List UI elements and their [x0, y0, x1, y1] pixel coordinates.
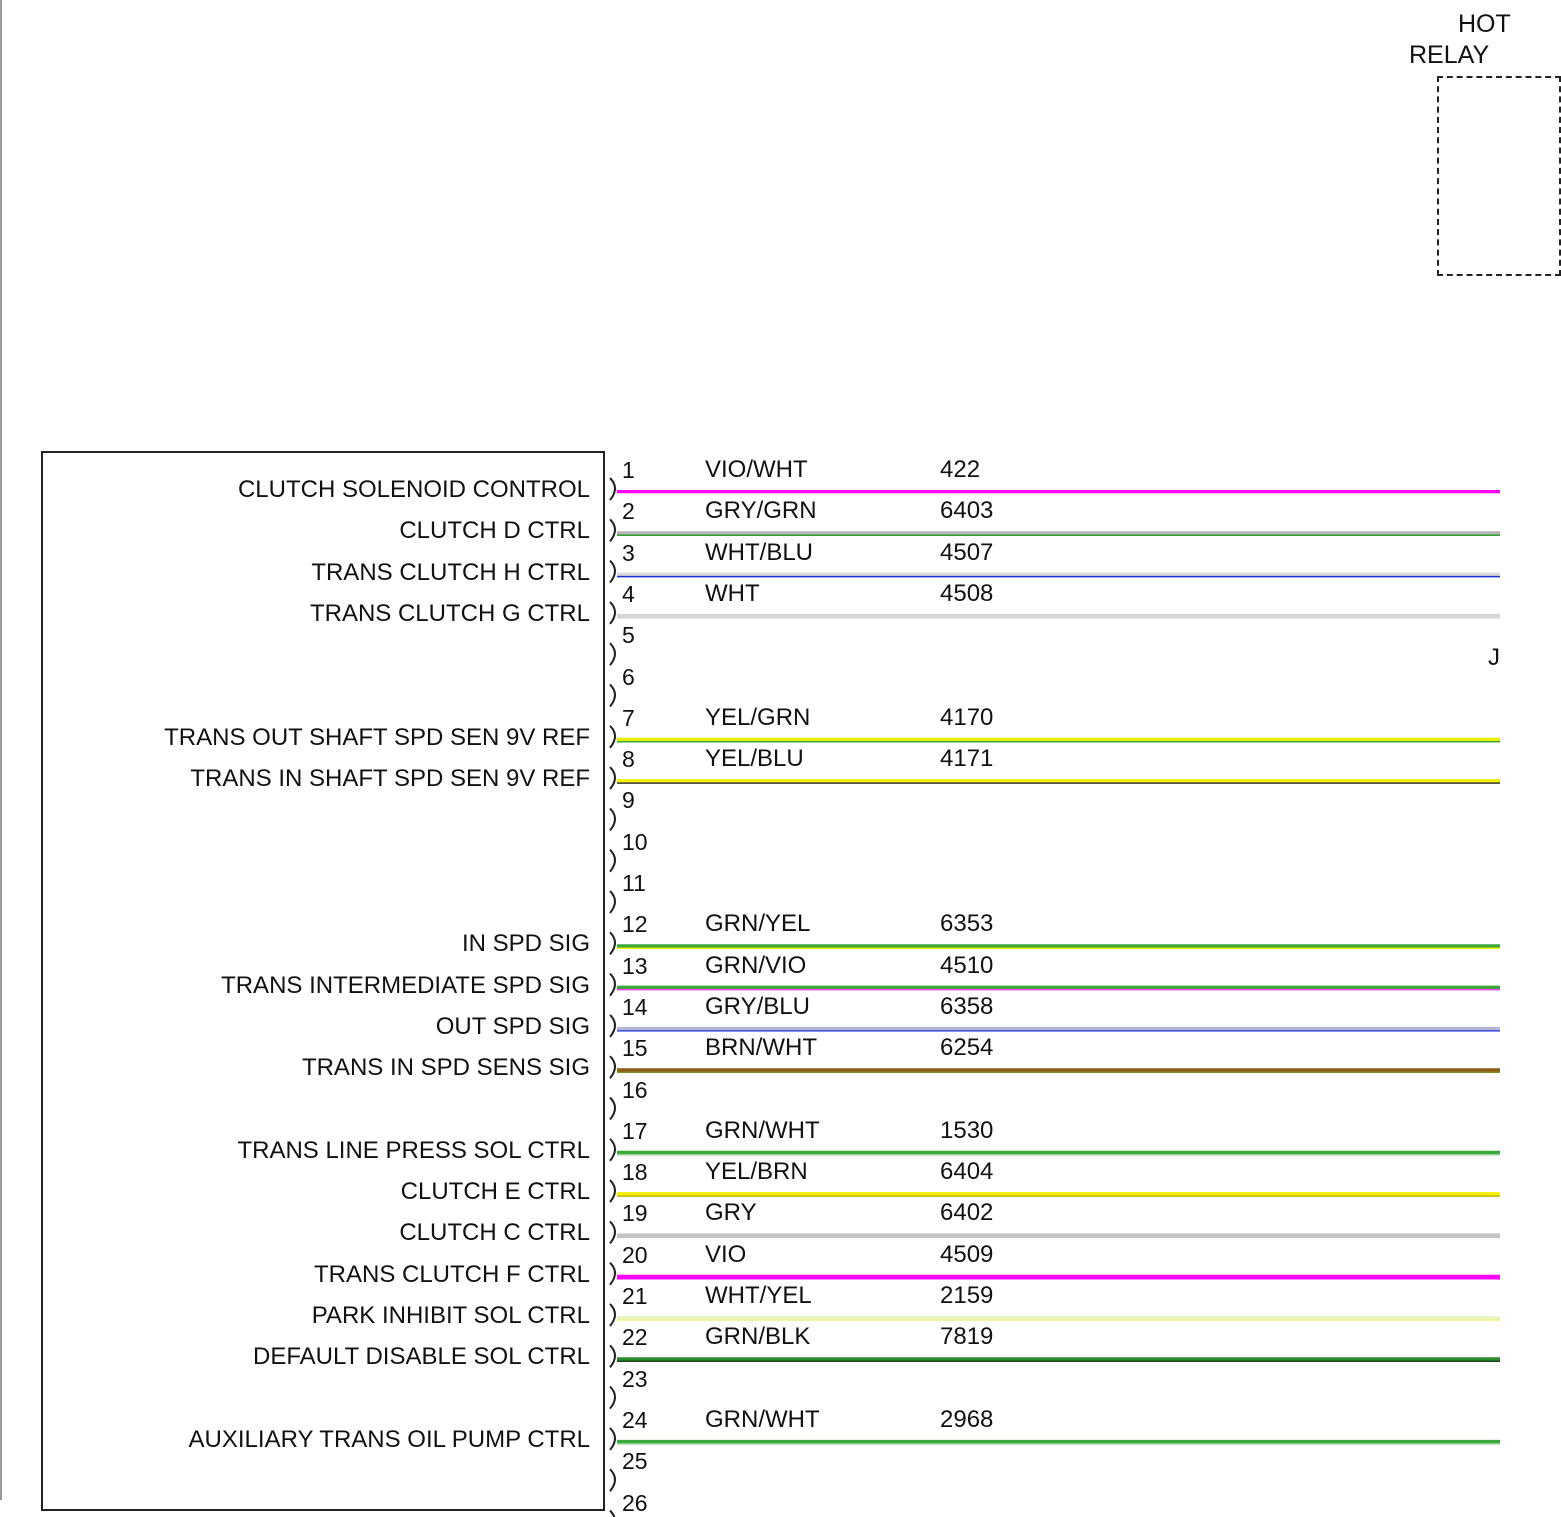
right-edge-label: J — [1488, 644, 1500, 672]
pin-function-label: PARK INHIBIT SOL CTRL — [312, 1302, 590, 1330]
circuit-number: 6353 — [940, 910, 993, 938]
connector-cavity-bracket — [610, 767, 615, 789]
wire-color-code: YEL/BLU — [705, 745, 804, 773]
connector-cavity-bracket — [610, 519, 615, 541]
connector-cavity-bracket — [610, 1263, 615, 1285]
pin-number: 19 — [622, 1200, 648, 1227]
wire-color-code: GRN/YEL — [705, 910, 810, 938]
connector-cavity-bracket — [610, 891, 615, 913]
pin-function-label: TRANS CLUTCH F CTRL — [314, 1261, 590, 1289]
pin-number: 2 — [622, 498, 635, 525]
pin-function-label: TRANS OUT SHAFT SPD SEN 9V REF — [164, 724, 590, 752]
pin-number: 12 — [622, 911, 648, 938]
connector-cavity-bracket — [610, 1015, 615, 1037]
pin-function-label: CLUTCH SOLENOID CONTROL — [238, 476, 590, 504]
circuit-number: 7819 — [940, 1323, 993, 1351]
pin-number: 24 — [622, 1407, 648, 1434]
connector-cavity-bracket — [610, 1221, 615, 1243]
pin-function-label: AUXILIARY TRANS OIL PUMP CTRL — [189, 1426, 590, 1454]
pin-function-label: TRANS LINE PRESS SOL CTRL — [237, 1137, 590, 1165]
connector-cavity-bracket — [610, 685, 615, 707]
pin-number: 10 — [622, 829, 648, 856]
wire-color-code: WHT — [705, 580, 760, 608]
wire-color-code: GRN/VIO — [705, 952, 806, 980]
wire-color-code: GRY/GRN — [705, 497, 817, 525]
pin-number: 15 — [622, 1035, 648, 1062]
pin-number: 8 — [622, 746, 635, 773]
circuit-number: 4509 — [940, 1241, 993, 1269]
pin-number: 17 — [622, 1118, 648, 1145]
wire-color-code: GRN/WHT — [705, 1406, 820, 1434]
wire-color-code: WHT/YEL — [705, 1282, 812, 1310]
circuit-number: 6403 — [940, 497, 993, 525]
wire-color-code: YEL/BRN — [705, 1158, 808, 1186]
pin-function-label: CLUTCH D CTRL — [399, 517, 590, 545]
pin-function-label: DEFAULT DISABLE SOL CTRL — [253, 1343, 590, 1371]
pin-number: 26 — [622, 1490, 648, 1517]
pin-number: 18 — [622, 1159, 648, 1186]
pin-number: 4 — [622, 581, 635, 608]
connector-cavity-bracket — [610, 1345, 615, 1367]
pin-number: 3 — [622, 540, 635, 567]
pin-function-label: TRANS IN SHAFT SPD SEN 9V REF — [190, 765, 590, 793]
connector-cavity-bracket — [610, 1387, 615, 1409]
pin-number: 13 — [622, 953, 648, 980]
connector-cavity-bracket — [610, 808, 615, 830]
pin-number: 16 — [622, 1077, 648, 1104]
wire-color-code: GRY — [705, 1199, 757, 1227]
pin-number: 5 — [622, 622, 635, 649]
wire-color-code: WHT/BLU — [705, 539, 813, 567]
connector-cavity-bracket — [610, 561, 615, 583]
circuit-number: 4171 — [940, 745, 993, 773]
pin-function-label: CLUTCH C CTRL — [399, 1219, 590, 1247]
wire-color-code: GRY/BLU — [705, 993, 810, 1021]
pin-function-label: TRANS CLUTCH G CTRL — [310, 600, 590, 628]
circuit-number: 4507 — [940, 539, 993, 567]
wire-color-code: BRN/WHT — [705, 1034, 817, 1062]
pin-number: 9 — [622, 787, 635, 814]
connector-cavity-bracket — [610, 478, 615, 500]
pin-function-label: IN SPD SIG — [462, 930, 590, 958]
connector-cavity-bracket — [610, 1180, 615, 1202]
pin-number: 21 — [622, 1283, 648, 1310]
pin-number: 25 — [622, 1448, 648, 1475]
pin-number: 22 — [622, 1324, 648, 1351]
connector-cavity-bracket — [610, 1469, 615, 1491]
circuit-number: 4510 — [940, 952, 993, 980]
circuit-number: 2159 — [940, 1282, 993, 1310]
connector-cavity-bracket — [610, 850, 615, 872]
circuit-number: 2968 — [940, 1406, 993, 1434]
pin-function-label: CLUTCH E CTRL — [401, 1178, 590, 1206]
connector-cavity-bracket — [610, 1428, 615, 1450]
circuit-number: 6402 — [940, 1199, 993, 1227]
connector-cavity-bracket — [610, 1304, 615, 1326]
pin-number: 23 — [622, 1366, 648, 1393]
pin-number: 7 — [622, 705, 635, 732]
relay-label-relay: RELAY — [1409, 41, 1489, 70]
pin-function-label: OUT SPD SIG — [436, 1013, 590, 1041]
wire-color-code: GRN/BLK — [705, 1323, 810, 1351]
connector-cavity-bracket — [610, 974, 615, 996]
pin-function-label: TRANS IN SPD SENS SIG — [302, 1054, 590, 1082]
circuit-number: 4170 — [940, 704, 993, 732]
relay-label-hot: HOT — [1458, 10, 1511, 39]
wire-color-code: GRN/WHT — [705, 1117, 820, 1145]
connector-cavity-bracket — [610, 932, 615, 954]
circuit-number: 1530 — [940, 1117, 993, 1145]
connector-cavity-bracket — [610, 1056, 615, 1078]
pin-number: 20 — [622, 1242, 648, 1269]
circuit-number: 6358 — [940, 993, 993, 1021]
wire-color-code: VIO/WHT — [705, 456, 808, 484]
circuit-number: 6254 — [940, 1034, 993, 1062]
circuit-number: 4508 — [940, 580, 993, 608]
connector-cavity-bracket — [610, 1511, 615, 1517]
circuit-number: 422 — [940, 456, 980, 484]
connector-cavity-bracket — [610, 1139, 615, 1161]
pin-number: 1 — [622, 457, 635, 484]
connector-cavity-bracket — [610, 643, 615, 665]
pin-number: 11 — [622, 870, 646, 897]
pin-function-label: TRANS CLUTCH H CTRL — [311, 559, 590, 587]
connector-cavity-bracket — [610, 726, 615, 748]
pin-number: 14 — [622, 994, 648, 1021]
wire-color-code: YEL/GRN — [705, 704, 810, 732]
pin-function-label: TRANS INTERMEDIATE SPD SIG — [221, 972, 590, 1000]
connector-cavity-bracket — [610, 1098, 615, 1120]
wire-color-code: VIO — [705, 1241, 746, 1269]
circuit-number: 6404 — [940, 1158, 993, 1186]
connector-cavity-bracket — [610, 602, 615, 624]
pin-number: 6 — [622, 664, 635, 691]
